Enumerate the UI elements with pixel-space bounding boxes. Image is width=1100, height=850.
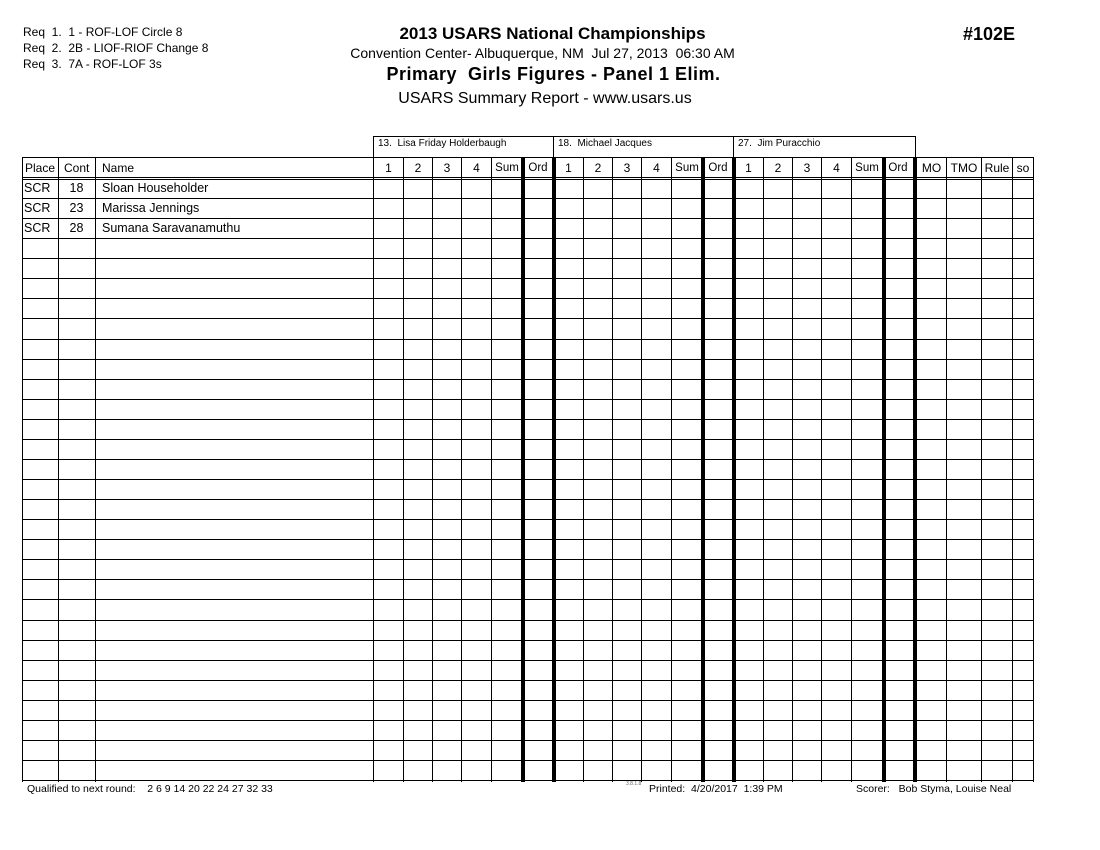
column-divider — [461, 157, 462, 782]
judge-header-2: 18. Michael Jacques — [553, 136, 734, 157]
col-header-mo: MO — [921, 161, 942, 175]
col-header-judge1-4: 4 — [473, 161, 480, 175]
col-header-rule: Rule — [984, 161, 1010, 175]
column-divider — [792, 157, 793, 782]
column-divider-thick — [913, 157, 917, 782]
column-divider — [583, 157, 584, 782]
column-divider — [491, 157, 492, 782]
column-divider — [58, 157, 59, 782]
judge-header-1: 13. Lisa Friday Holderbaugh — [373, 136, 554, 157]
qualified-list: Qualified to next round: 2 6 9 14 20 22 24 27 32 33 — [27, 783, 273, 795]
report-title: USARS Summary Report - www.usars.us — [398, 90, 692, 107]
col-header-judge3-ord: Ord — [888, 162, 908, 174]
column-divider — [671, 157, 672, 782]
column-divider — [851, 157, 852, 782]
col-header-judge2-2: 2 — [594, 161, 602, 175]
col-header-judge2-ord: Ord — [708, 162, 728, 174]
venue-datetime: Convention Center- Albuquerque, NM Jul 27, 2013 06:30 AM — [350, 45, 735, 61]
column-divider — [981, 157, 982, 782]
cell-place: SCR — [24, 201, 51, 215]
cell-name: Marissa Jennings — [102, 201, 200, 215]
col-header-judge3-sum: Sum — [855, 162, 879, 174]
col-header-judge3-3: 3 — [803, 161, 811, 175]
col-header-judge1-sum: Sum — [495, 162, 519, 174]
printed-timestamp: Printed: 4/20/2017 1:39 PM — [649, 783, 783, 795]
column-divider — [641, 157, 642, 782]
column-divider — [612, 157, 613, 782]
event-title: Primary Girls Figures - Panel 1 Elim. — [386, 64, 721, 84]
column-divider — [763, 157, 764, 782]
requirement-2: Req 2. 2B - LIOF-RIOF Change 8 — [23, 41, 209, 55]
col-header-so: so — [1016, 161, 1030, 175]
col-header-judge3-2: 2 — [774, 161, 782, 175]
col-header-judge3-4: 4 — [833, 161, 840, 175]
col-header-cont: Cont — [64, 161, 90, 175]
column-divider-thick — [882, 157, 886, 782]
column-divider — [946, 157, 947, 782]
column-divider — [1012, 157, 1013, 782]
requirement-3: Req 3. 7A - ROF-LOF 3s — [23, 57, 162, 71]
column-divider — [373, 157, 374, 782]
column-divider — [403, 157, 404, 782]
col-header-judge2-1: 1 — [565, 161, 572, 175]
col-header-judge1-2: 2 — [414, 161, 422, 175]
col-header-judge1-1: 1 — [385, 161, 392, 175]
cell-place: SCR — [24, 221, 51, 235]
col-header-place: Place — [25, 161, 56, 175]
requirement-1: Req 1. 1 - ROF-LOF Circle 8 — [23, 25, 183, 39]
column-divider — [22, 157, 23, 782]
column-divider — [1033, 157, 1034, 782]
column-divider-thick — [552, 157, 556, 782]
col-header-judge2-4: 4 — [653, 161, 660, 175]
cell-cont: 18 — [69, 181, 84, 195]
col-header-name: Name — [102, 161, 135, 175]
cell-cont: 23 — [69, 201, 84, 215]
cell-name: Sloan Householder — [102, 181, 209, 195]
column-divider — [95, 157, 96, 782]
col-header-judge1-3: 3 — [443, 161, 451, 175]
competition-title: 2013 USARS National Championships — [399, 24, 706, 43]
column-divider — [432, 157, 433, 782]
column-divider-thick — [701, 157, 705, 782]
column-divider-thick — [521, 157, 525, 782]
software-version: 3.8.1.8 — [626, 781, 642, 787]
col-header-judge2-sum: Sum — [675, 162, 699, 174]
cell-place: SCR — [24, 181, 51, 195]
cell-cont: 28 — [69, 221, 84, 235]
judge-header-3: 27. Jim Puracchio — [733, 136, 916, 157]
cell-name: Sumana Saravanamuthu — [102, 221, 241, 235]
col-header-judge1-ord: Ord — [528, 162, 548, 174]
column-divider — [821, 157, 822, 782]
column-divider-thick — [732, 157, 736, 782]
col-header-judge3-1: 1 — [745, 161, 752, 175]
event-number: #102E — [963, 24, 1016, 44]
scorer-names: Scorer: Bob Styma, Louise Neal — [856, 783, 1012, 795]
col-header-tmo: TMO — [950, 161, 978, 175]
col-header-judge2-3: 3 — [623, 161, 631, 175]
